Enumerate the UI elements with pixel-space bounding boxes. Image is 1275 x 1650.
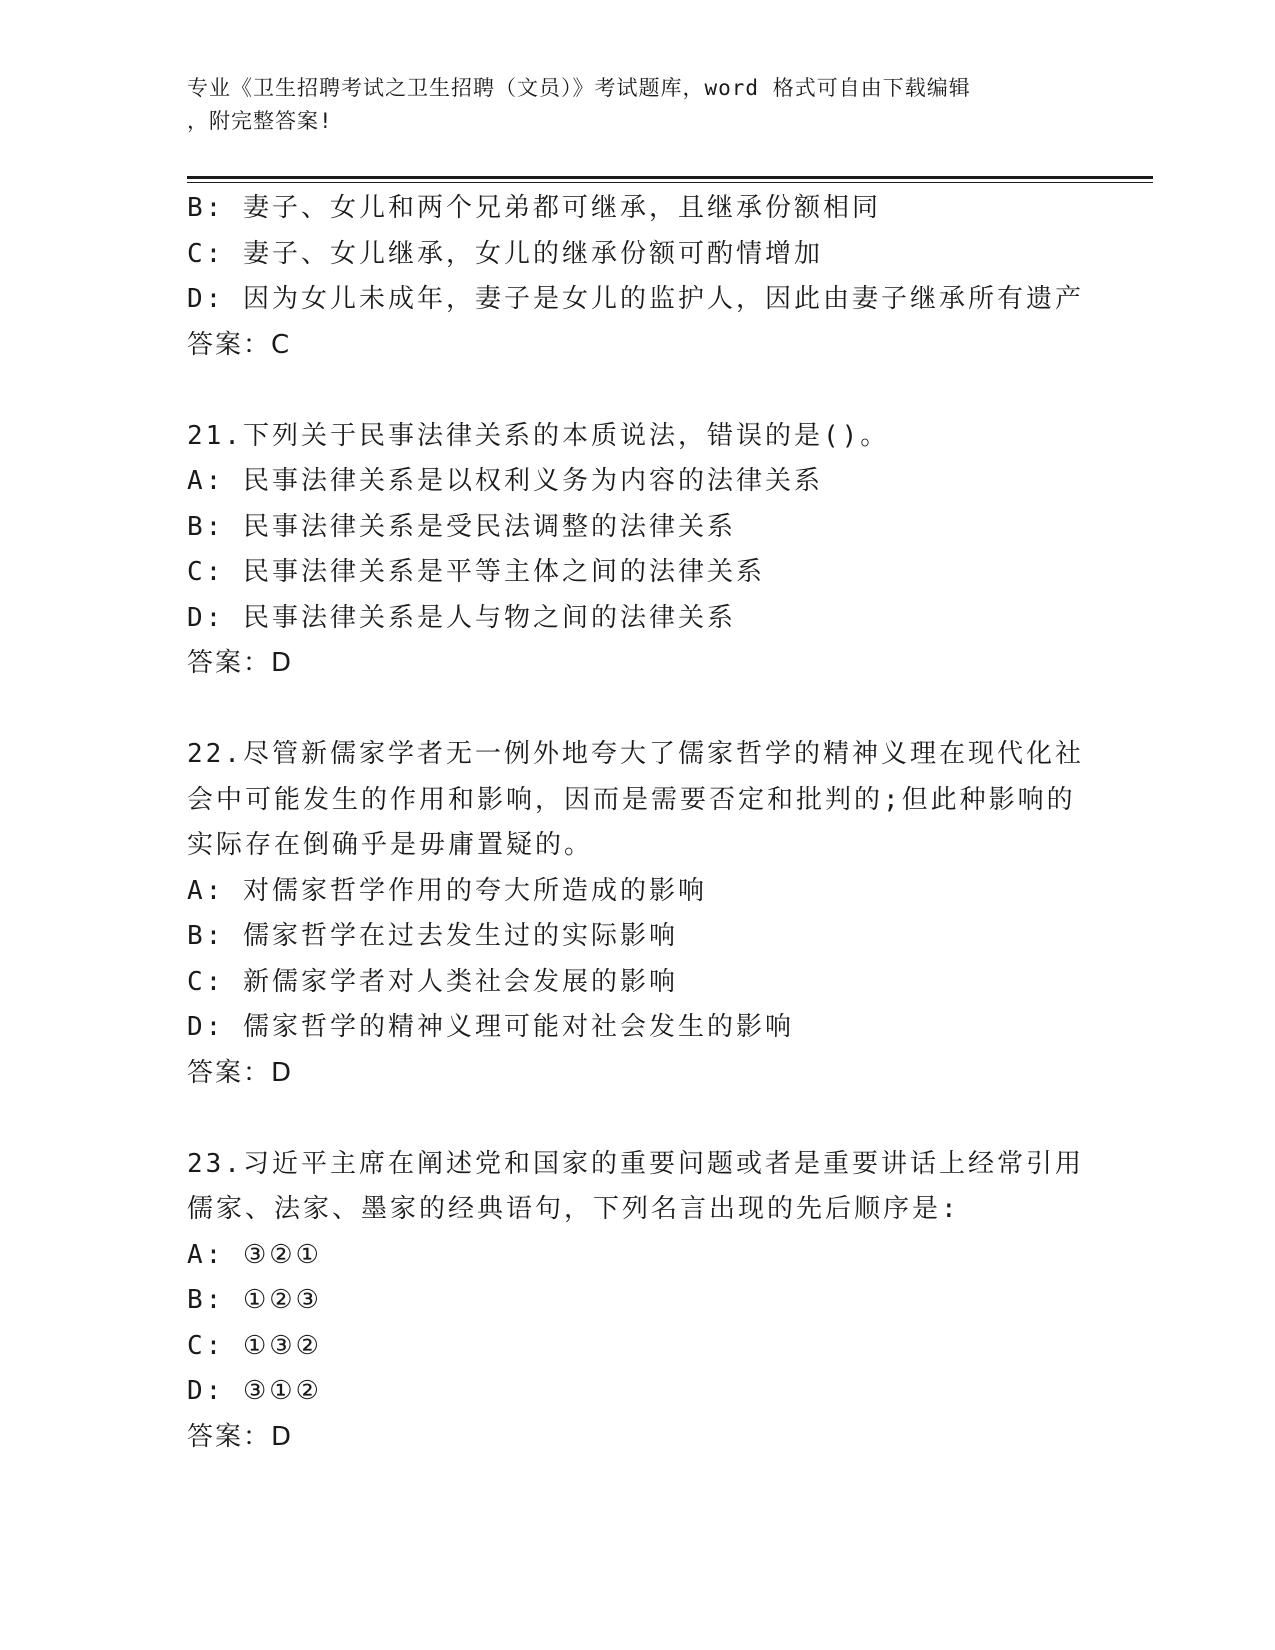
header-line-1: 专业《卫生招聘考试之卫生招聘（文员）》考试题库，word 格式可自由下载编辑 (187, 76, 971, 100)
question-stem-line-1: 23.习近平主席在阐述党和国家的重要问题或者是重要讲话上经常引用 (187, 1148, 1084, 1179)
question-stem-line-2: 会中可能发生的作用和影响，因而是需要否定和批判的;但此种影响的 (187, 784, 1076, 815)
option-c: C: 妻子、女儿继承，女儿的继承份额可酌情增加 (187, 238, 823, 269)
option-b: B: 妻子、女儿和两个兄弟都可继承，且继承份额相同 (187, 193, 881, 223)
header-divider-thick (187, 176, 1153, 179)
spacer (187, 368, 1087, 414)
spacer (187, 1096, 1087, 1142)
question-stem-line-3: 实际存在倒确乎是毋庸置疑的。 (187, 830, 594, 860)
option-a: A: 民事法律关系是以权利义务为内容的法律关系 (187, 466, 823, 496)
option-c: C: 新儒家学者对人类社会发展的影响 (187, 966, 678, 997)
question-block-21 (187, 414, 1087, 687)
header-line-2: ，附完整答案! (187, 109, 333, 133)
question-block-prev (187, 186, 1087, 368)
document-header (187, 72, 1067, 138)
question-stem-line-2: 儒家、法家、墨家的经典语句，下列名言出现的先后顺序是: (187, 1194, 960, 1224)
answer-line: 答案：C (187, 329, 292, 360)
option-d: D: 民事法律关系是人与物之间的法律关系 (187, 602, 736, 633)
spacer (187, 687, 1087, 733)
header-divider-thin (187, 182, 1153, 183)
option-c: C: ①③② (187, 1330, 322, 1361)
option-b: B: ①②③ (187, 1285, 322, 1315)
option-a: A: ③②① (187, 1239, 322, 1270)
option-c: C: 民事法律关系是平等主体之间的法律关系 (187, 557, 765, 587)
option-a: A: 对儒家哲学作用的夸大所造成的影响 (187, 875, 707, 906)
option-b: B: 儒家哲学在过去发生过的实际影响 (187, 921, 678, 951)
question-block-23 (187, 1142, 1087, 1461)
question-stem-line-1: 22.尽管新儒家学者无一例外地夸大了儒家哲学的精神义理在现代化社 (187, 739, 1084, 769)
option-d: D: 因为女儿未成年，妻子是女儿的监护人，因此由妻子继承所有遗产 (187, 284, 1084, 314)
answer-line: 答案：D (187, 648, 294, 678)
answer-line: 答案：D (187, 1421, 294, 1452)
option-d: D: ③①② (187, 1376, 322, 1406)
answer-line: 答案：D (187, 1057, 294, 1088)
question-stem: 21.下列关于民事法律关系的本质说法，错误的是()。 (187, 420, 890, 451)
option-b: B: 民事法律关系是受民法调整的法律关系 (187, 511, 736, 542)
option-d: D: 儒家哲学的精神义理可能对社会发生的影响 (187, 1012, 794, 1042)
document-body (187, 186, 1087, 1460)
question-block-22 (187, 732, 1087, 1096)
